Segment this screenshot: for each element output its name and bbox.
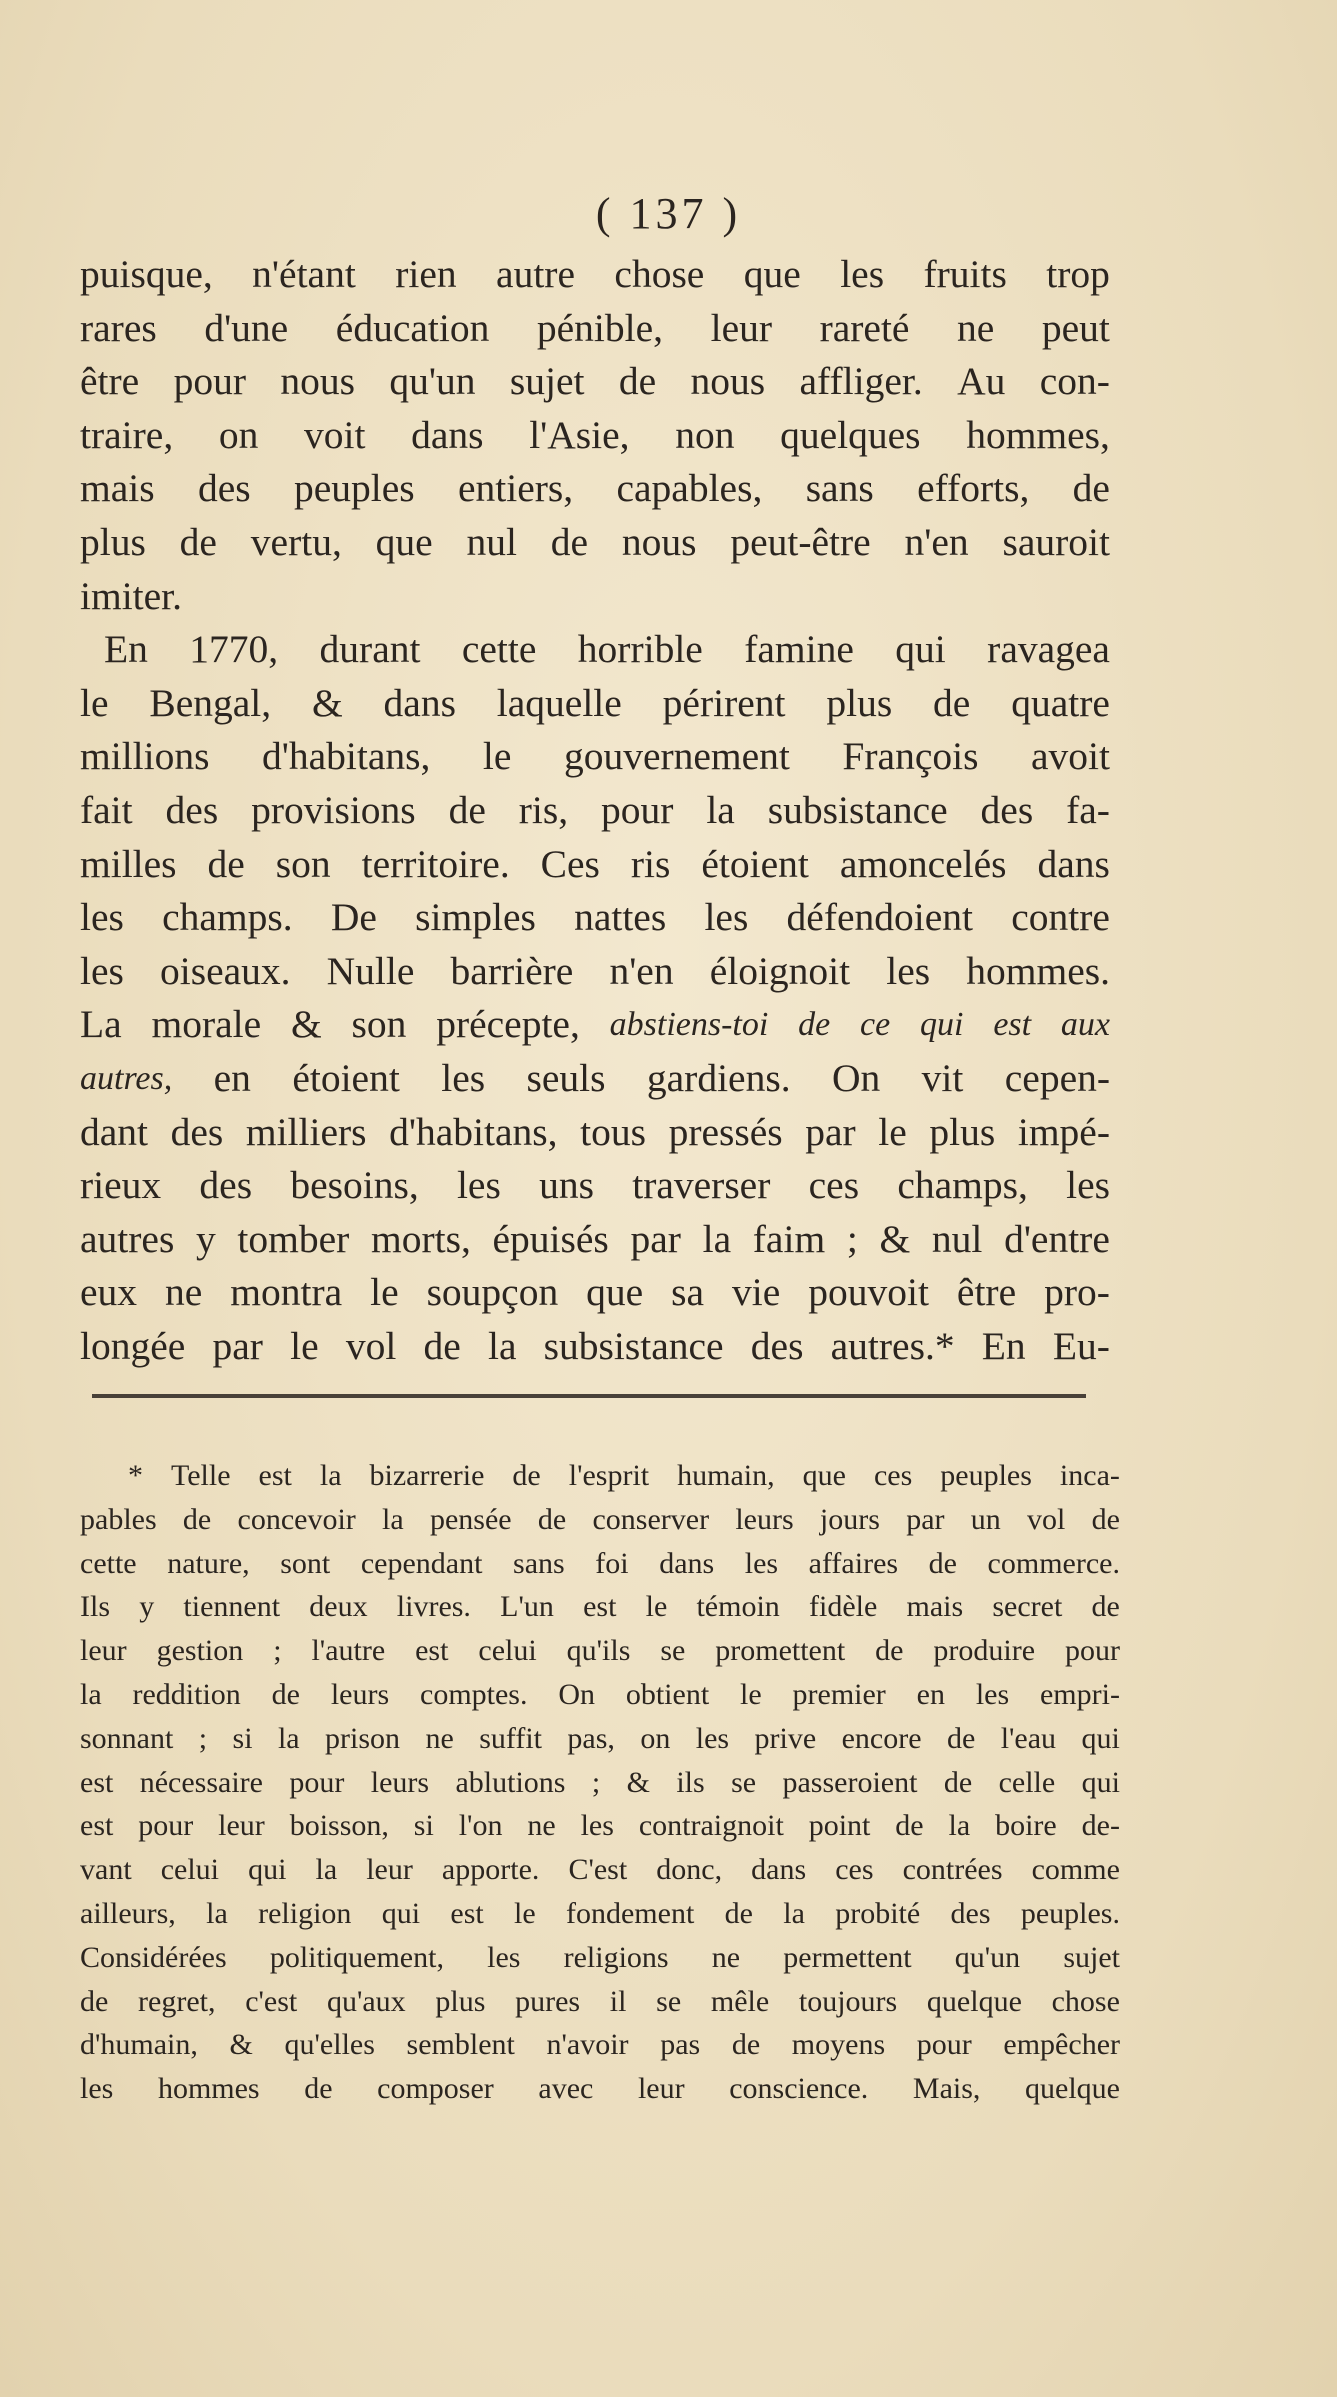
main-text-line: autres, en étoient les seuls gardiens. On vit cepen- [80,1055,1110,1100]
footnote-line: la reddition de leurs comptes. On obtient le premier en les empri- [80,1677,1120,1711]
footnote-line: Considérées politiquement, les religions ne permettent qu'un sujet [80,1940,1120,1974]
footnote-line: cette nature, sont cependant sans foi dans les affaires de commerce. [80,1546,1120,1580]
main-text-line: les oiseaux. Nulle barrière n'en éloignoit les hommes. [80,948,1110,993]
footnote-rule [92,1394,1086,1398]
main-text-line: dant des milliers d'habitans, tous pressés par le plus impé- [80,1109,1110,1154]
footnote-line: de regret, c'est qu'aux plus pures il se mêle toujours quelque chose [80,1984,1120,2018]
footnote-line: les hommes de composer avec leur conscience. Mais, quelque [80,2072,1120,2106]
footnote-line: leur gestion ; l'autre est celui qu'ils se promettent de produire pour [80,1634,1120,1668]
footnote-line: vant celui qui la leur apporte. C'est donc, dans ces contrées comme [80,1853,1120,1887]
footnote-line: sonnant ; si la prison ne suffit pas, on les prive encore de l'eau qui [80,1721,1120,1755]
page-number: ( 137 ) [595,189,742,238]
footnote-line: est pour leur boisson, si l'on ne les contraignoit point de la boire de- [80,1809,1120,1843]
main-text-line: traire, on voit dans l'Asie, non quelques hommes, [80,412,1110,457]
footnote [80,1454,1120,2111]
main-text-line: fait des provisions de ris, pour la subsistance des fa- [80,787,1110,832]
main-text-line: millions d'habitans, le gouvernement François avoit [80,734,1110,779]
main-text-line: longée par le vol de la subsistance des autres.* En Eu- [80,1323,1110,1368]
main-text-line: imiter. [80,573,183,618]
main-text-line: En 1770, durant cette horrible famine qui ravagea [104,627,1110,672]
footnote-line: Ils y tiennent deux livres. L'un est le témoin fidèle mais secret de [80,1590,1120,1624]
footnote-line: est nécessaire pour leurs ablutions ; & ils se passeroient de celle qui [80,1765,1120,1799]
main-text-line: rieux des besoins, les uns traverser ces champs, les [80,1163,1110,1208]
footnote-line: d'humain, & qu'elles semblent n'avoir pas de moyens pour empêcher [80,2028,1120,2062]
footnote-line: ailleurs, la religion qui est le fondement de la probité des peuples. [80,1896,1120,1930]
main-text-line: les champs. De simples nattes les défendoient contre [80,895,1110,940]
main-text-line: eux ne montra le soupçon que sa vie pouvoit être pro- [80,1270,1110,1315]
main-text-line: milles de son territoire. Ces ris étoient amoncelés dans [80,841,1110,886]
main-text-line: puisque, n'étant rien autre chose que les fruits trop [80,252,1110,296]
main-text-line: plus de vertu, que nul de nous peut-être n'en sauroit [80,519,1110,564]
footnote-line: pables de concevoir la pensée de conserver leurs jours par un vol de [80,1502,1120,1536]
main-text-line: le Bengal, & dans laquelle périrent plus de quatre [80,680,1110,725]
main-text-line: autres y tomber morts, épuisés par la faim ; & nul d'entre [80,1216,1110,1261]
main-text-line: La morale & son précepte, abstiens-toi de ce qui est aux [80,1002,1110,1047]
footnote-line: * Telle est la bizarrerie de l'esprit humain, que ces peuples inca- [128,1459,1120,1492]
main-text-line: rares d'une éducation pénible, leur rareté ne peut [80,305,1110,350]
main-text [80,248,1110,1373]
main-text-line: être pour nous qu'un sujet de nous affliger. Au con- [80,359,1110,404]
main-text-line: mais des peuples entiers, capables, sans efforts, de [80,466,1110,511]
